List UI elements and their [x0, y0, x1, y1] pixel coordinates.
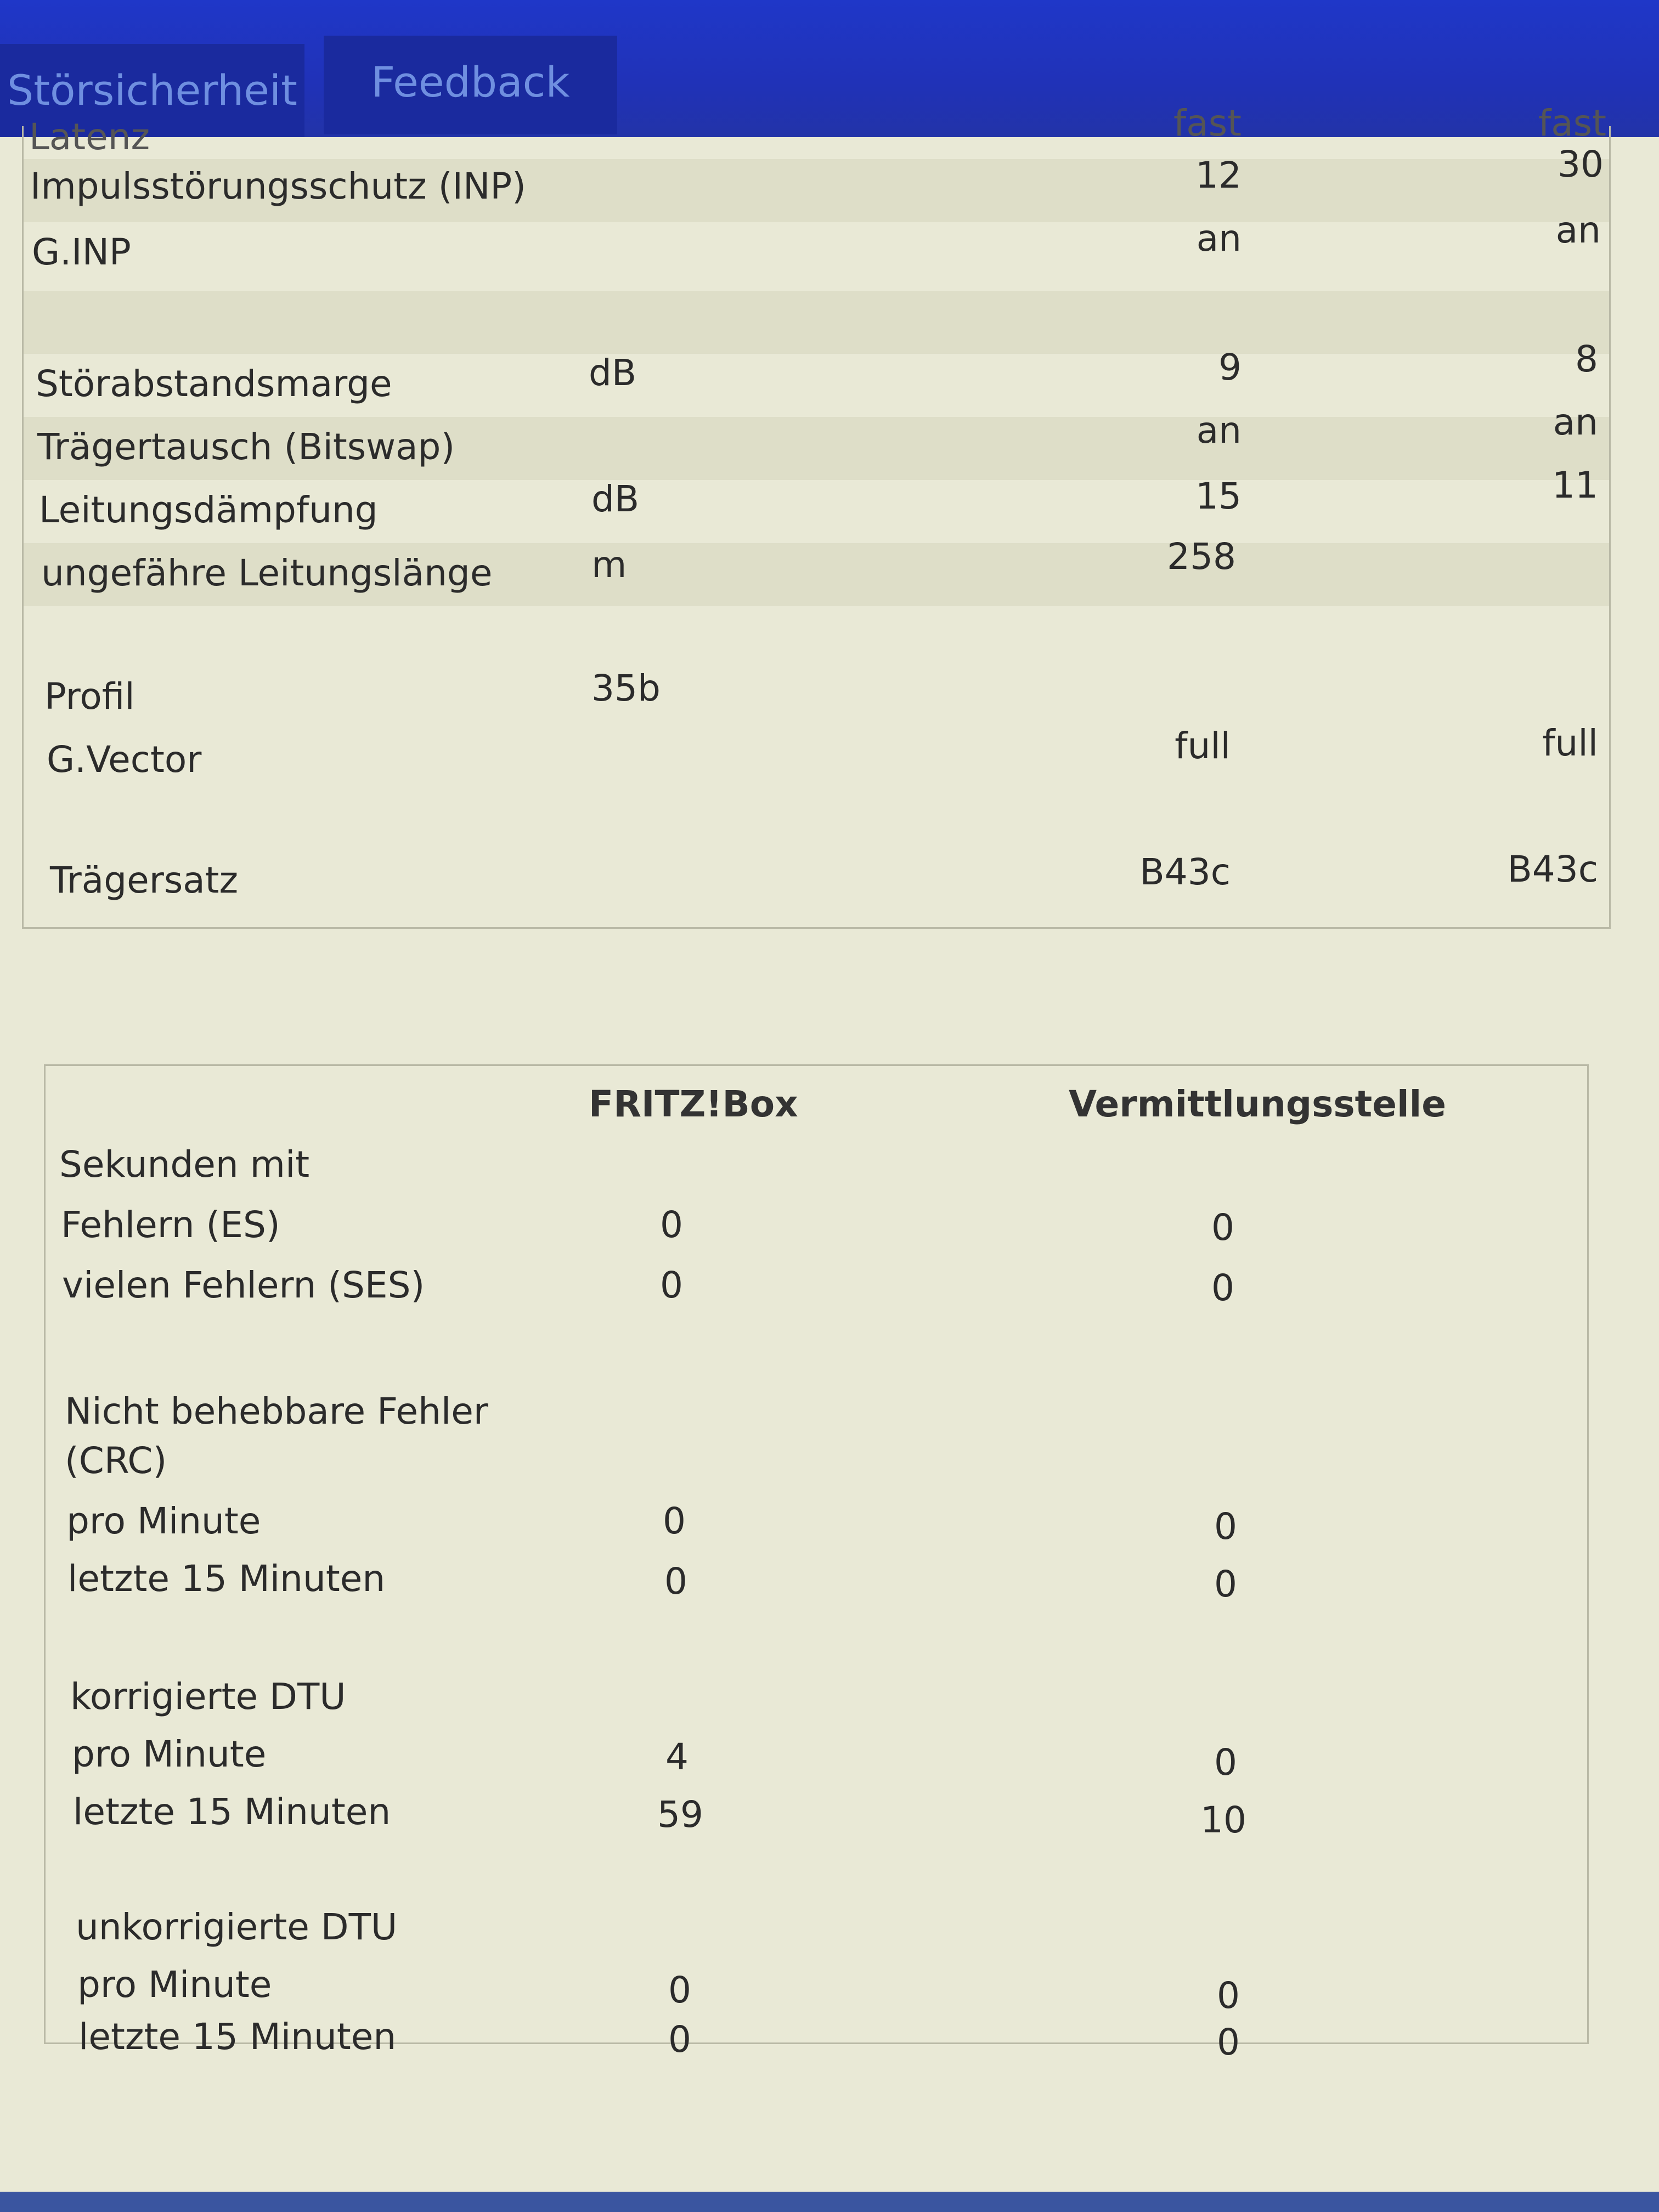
tab-stoersicherheit[interactable]: Störsicherheit: [0, 44, 304, 137]
row-value-bitswap-2: an: [1553, 401, 1598, 443]
row-label-crc-15min: letzte 15 Minuten: [67, 1558, 386, 1600]
row-label-corrected-per-minute: pro Minute: [72, 1733, 267, 1775]
row-label-uncorrected-15min: letzte 15 Minuten: [78, 2016, 397, 2058]
row-value-latenz-2: fast: [1538, 102, 1606, 144]
row-value-es-exchange: 0: [1211, 1206, 1234, 1249]
row-label-inp: Impulsstörungsschutz (INP): [30, 165, 526, 207]
row-label-profile: Profil: [44, 675, 135, 718]
row-label-latenz: Latenz: [29, 116, 150, 158]
bottom-edge: [0, 2192, 1659, 2212]
line-parameters-table: [22, 102, 1611, 929]
row-value-carrier-set-1: B43c: [1139, 851, 1231, 893]
row-value-corrected-15min-fritzbox: 59: [657, 1793, 703, 1836]
section-title-corrected-dtu: korrigierte DTU: [70, 1675, 346, 1718]
row-label-es: Fehlern (ES): [61, 1204, 280, 1246]
row-value-latenz-1: fast: [1173, 102, 1242, 144]
row-label-snr: Störabstandsmarge: [36, 363, 392, 405]
row-value-ginp-1: an: [1196, 217, 1242, 259]
row-value-gvector-1: full: [1175, 725, 1231, 767]
section-title-uncorrected-dtu: unkorrigierte DTU: [76, 1906, 398, 1948]
row-value-inp-1: 12: [1195, 154, 1242, 196]
row-label-crc-per-minute: pro Minute: [66, 1500, 261, 1542]
row-value-crc-15min-fritzbox: 0: [664, 1560, 687, 1602]
row-stripe: [24, 291, 1609, 354]
row-value-ses-exchange: 0: [1211, 1267, 1234, 1309]
row-label-attenuation: Leitungsdämpfung: [39, 489, 378, 531]
row-unit-line-length: m: [591, 544, 627, 586]
tab-feedback[interactable]: Feedback: [324, 36, 617, 134]
row-value-inp-2: 30: [1558, 143, 1604, 185]
row-value-crc-per-minute-fritzbox: 0: [663, 1500, 686, 1542]
content-area: [0, 102, 1659, 2212]
row-unit-attenuation: dB: [591, 478, 640, 520]
section-title-seconds: Sekunden mit: [59, 1143, 310, 1186]
top-navigation-bar: [0, 0, 1659, 137]
row-label-ses: vielen Fehlern (SES): [62, 1264, 425, 1306]
row-value-line-length-1: 258: [1167, 535, 1236, 578]
row-value-profile: 35b: [591, 667, 661, 709]
row-label-corrected-15min: letzte 15 Minuten: [73, 1791, 391, 1833]
row-label-gvector: G.Vector: [47, 738, 202, 781]
error-statistics-table: [44, 1064, 1589, 2063]
row-value-corrected-15min-exchange: 10: [1200, 1799, 1246, 1841]
column-header-exchange: Vermittlungsstelle: [1069, 1083, 1447, 1125]
section-title-crc-sub: (CRC): [65, 1440, 167, 1482]
row-value-uncorrected-per-minute-fritzbox: 0: [668, 1969, 691, 2011]
row-value-snr-1: 9: [1218, 346, 1242, 388]
row-value-uncorrected-15min-fritzbox: 0: [668, 2018, 691, 2061]
row-value-crc-15min-exchange: 0: [1214, 1563, 1237, 1605]
row-value-gvector-2: full: [1542, 722, 1598, 764]
row-value-attenuation-1: 15: [1195, 475, 1242, 517]
row-label-carrier-set: Trägersatz: [50, 859, 239, 901]
column-header-fritzbox: FRITZ!Box: [589, 1083, 798, 1125]
row-value-ginp-2: an: [1555, 209, 1601, 251]
row-value-uncorrected-15min-exchange: 0: [1217, 2021, 1240, 2063]
row-value-carrier-set-2: B43c: [1507, 848, 1598, 890]
row-value-ses-fritzbox: 0: [660, 1264, 683, 1306]
row-unit-snr: dB: [589, 352, 637, 394]
row-value-uncorrected-per-minute-exchange: 0: [1217, 1974, 1240, 2017]
row-value-corrected-per-minute-exchange: 0: [1214, 1741, 1237, 1784]
row-label-uncorrected-per-minute: pro Minute: [77, 1963, 272, 2006]
row-value-corrected-per-minute-fritzbox: 4: [665, 1736, 689, 1778]
row-value-bitswap-1: an: [1196, 409, 1242, 452]
section-title-crc: Nicht behebbare Fehler: [65, 1390, 488, 1432]
row-label-bitswap: Trägertausch (Bitswap): [37, 426, 455, 468]
row-value-attenuation-2: 11: [1552, 464, 1598, 506]
row-label-ginp: G.INP: [32, 231, 131, 273]
row-value-es-fritzbox: 0: [660, 1204, 683, 1246]
row-value-crc-per-minute-exchange: 0: [1214, 1505, 1237, 1548]
row-value-snr-2: 8: [1575, 338, 1598, 380]
row-label-line-length: ungefähre Leitungslänge: [41, 552, 493, 594]
